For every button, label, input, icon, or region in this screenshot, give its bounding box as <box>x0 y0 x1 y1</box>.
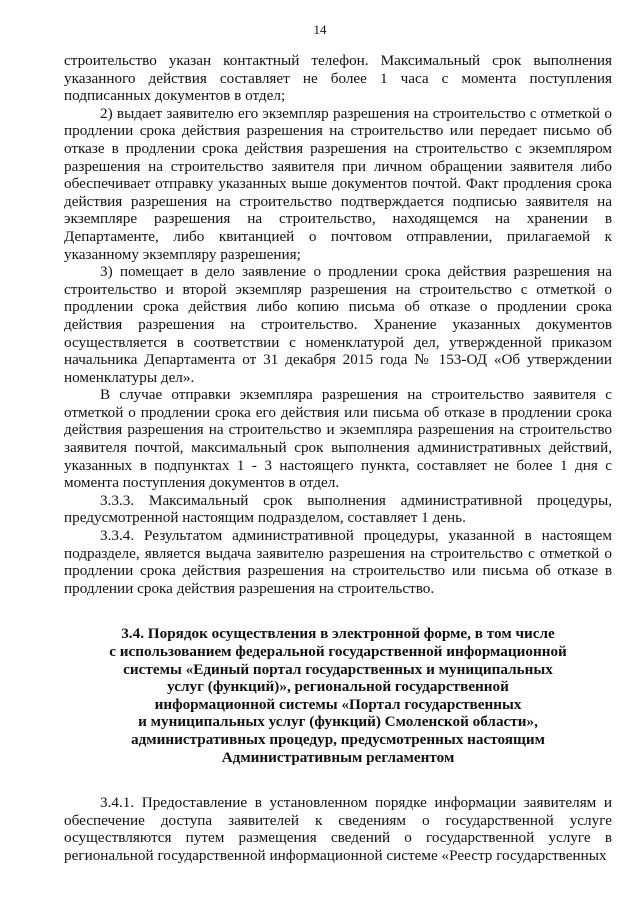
heading-line: административных процедур, предусмотренных настоящим <box>131 730 545 748</box>
section-heading-3-4 <box>64 625 612 766</box>
paragraph-3-3-4: 3.3.4. Результатом административной процедуры, указанной в настоящем подразделе, является выдача заявителю разрешения на строительство с отметкой о продлении срока действия разрешения на строительство или письма об отказе в продлении срока действия разрешения на строительство. <box>64 527 612 597</box>
paragraph-mail-case: В случае отправки экземпляра разрешения на строительство заявителя с отметкой о продлении срока его действия или письма об отказе в продлении срока действия разрешения на строительство и экземпляра разрешения на строительство заявителя почтой, максимальный срок выполнения административных действий, указанных в подпунктах 1 - 3 настоящего пункта, составляет не более 1 дня с момента поступления документов в отдел. <box>64 386 612 492</box>
document-body <box>64 52 612 865</box>
heading-line: информационной системы «Портал государственных <box>154 695 522 713</box>
heading-line: 3.4. Порядок осуществления в электронной форме, в том числе <box>121 625 555 643</box>
heading-line: и муниципальных услуг (функций) Смоленской области», <box>138 713 538 731</box>
paragraph-item-2: 2) выдает заявителю его экземпляр разрешения на строительство с отметкой о продлении срока действия разрешения на строительство или передает письмо об отказе в продлении срока действия разрешения на строительство с экземпляром разрешения на строительство заявителя при личном обращении заявителя либо обеспечивает отправку указанных выше документов почтой. Факт продления срока действия разрешения на строительство подтверждается подписью заявителя на экземпляре разрешения на строительство, находящемся на хранении в Департаменте, либо квитанцией о почтовом отправлении, прилагаемой к указанному экземпляру разрешения; <box>64 104 612 263</box>
paragraph-item-3: 3) помещает в дело заявление о продлении срока действия разрешения на строительство и второй экземпляр разрешения на строительство с отметкой о продлении срока действия либо копию письма об отказе о продлении срока действия разрешения на строительство. Хранение указанных документов осуществляется в соответствии с номенклатурой дел, утвержденной приказом начальника Департамента от 31 декабря 2015 года № 153-ОД «Об утверждении номенклатуры дел». <box>64 263 612 386</box>
heading-line: системы «Единый портал государственных и муниципальных <box>123 660 553 678</box>
heading-line: с использованием федеральной государственной информационной <box>109 643 567 660</box>
page-number: 14 <box>313 22 327 37</box>
paragraph-continuation: строительство указан контактный телефон. Максимальный срок выполнения указанного действия составляет не более 1 часа с момента поступления подписанных документов в отдел; <box>64 52 612 105</box>
heading-line: услуг (функций)», региональной государственной <box>167 678 509 696</box>
paragraph-3-4-1: 3.4.1. Предоставление в установленном порядке информации заявителям и обеспечение доступа заявителей к сведениям о государственной услуге осуществляются путем размещения сведений о государственной услуге в региональной государственной информационной системе «Реестр государственных <box>64 794 612 864</box>
paragraph-3-3-3: 3.3.3. Максимальный срок выполнения административной процедуры, предусмотренной настоящим подразделом, составляет 1 день. <box>64 491 612 527</box>
heading-line: Административным регламентом <box>221 748 455 766</box>
